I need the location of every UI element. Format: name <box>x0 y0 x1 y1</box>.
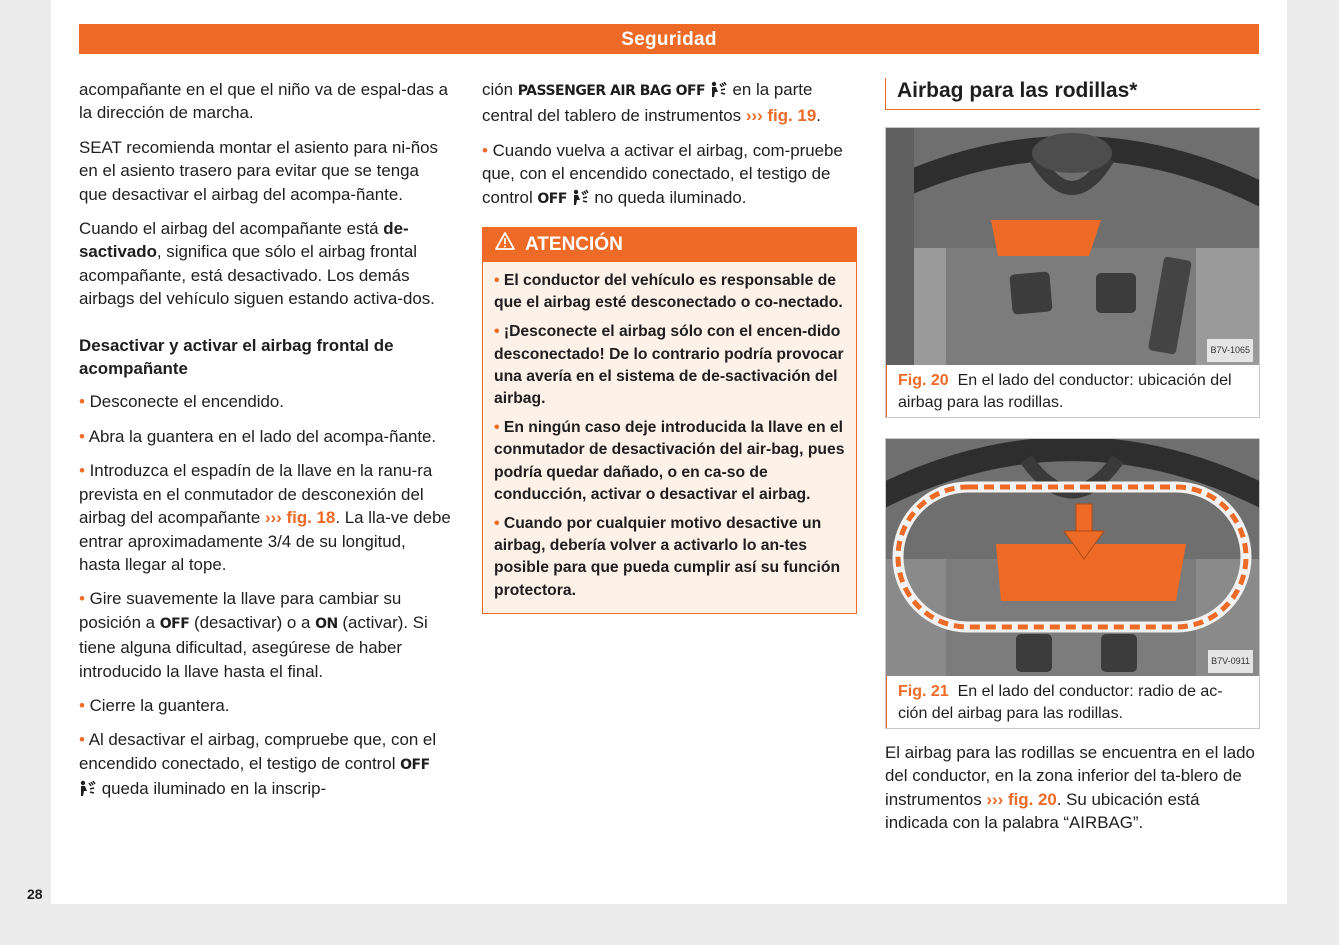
airbag-person-icon <box>710 81 728 104</box>
paragraph: SEAT recomienda montar el asiento para ni-ños en el asiento trasero para evitar que se tenga que desactivar el airbag del acompa-ñante. <box>79 137 438 204</box>
off-label: OFF <box>400 756 430 773</box>
figure-21 <box>885 438 1260 729</box>
airbag-person-icon <box>572 189 590 212</box>
off-label: OFF <box>537 190 567 207</box>
column-1 <box>79 78 451 815</box>
list-item: • Cuando vuelva a activar el airbag, com-pruebe que, con el encendido conectado, el testigo de control OFF no queda iluminado. <box>482 139 857 212</box>
figure-code: B7V-1065 <box>1207 339 1253 362</box>
warning-header <box>483 228 856 262</box>
column-2 <box>482 78 857 614</box>
list-item: • Introduzca el espadín de la llave en la ranu-ra prevista en el conmutador de desconexión del airbag del acompañante ››› fig. 18. La lla-ve debe entrar aproximadamente 3/4 de su longitud, hasta llegar al tope. <box>79 461 451 574</box>
subheading: Desactivar y activar el airbag frontal de acompañante <box>79 335 394 379</box>
figure-link[interactable]: fig. 20 <box>1007 789 1057 809</box>
list-item: • Abra la guantera en el lado del acompa-ñante. <box>79 426 437 446</box>
warning-triangle-icon <box>495 228 525 262</box>
on-label: ON <box>315 615 338 632</box>
knee-airbag-location-image <box>886 128 1259 365</box>
paragraph: acompañante en el que el niño va de espal-das a la dirección de marcha. <box>79 80 449 123</box>
page-number: 28 <box>27 886 43 902</box>
list-item: • Desconecte el encendido. <box>79 392 284 412</box>
figure-link[interactable]: fig. 19 <box>767 106 817 126</box>
warning-box <box>482 227 857 614</box>
figure-link[interactable]: fig. 18 <box>286 508 336 528</box>
warning-item: • El conductor del vehículo es responsable de que el airbag esté desconectado o co-nectado. <box>494 272 843 312</box>
list-item: • Cierre la guantera. <box>79 695 230 715</box>
paragraph: ción PASSENGER AIR BAG OFF en la parte central del tablero de instrumentos ››› fig. 19. <box>482 80 821 126</box>
figure-caption: Fig. 20 En el lado del conductor: ubicación del airbag para las rodillas. <box>886 365 1259 417</box>
airbag-person-icon <box>79 780 97 803</box>
warning-item: • ¡Desconecte el airbag sólo con el encen-dido desconectado! De lo contrario podría provocar una avería en el sistema de de-sactivación del airbag. <box>494 323 844 408</box>
passenger-airbag-off-label: PASSENGER AIR BAG OFF <box>517 83 706 99</box>
warning-item: • Cuando por cualquier motivo desactive un airbag, debería volver a activarlo lo an-tes posible para que pueda cumplir así su función protectora. <box>494 515 841 599</box>
section-header: Seguridad <box>79 24 1259 54</box>
figure-caption: Fig. 21 En el lado del conductor: radio de ac-ción del airbag para las rodillas. <box>886 676 1259 728</box>
warning-item: • En ningún caso deje introducida la llave en el conmutador de desactivación del air-bag, pues podría quedar dañado, o en ca-so de conducción, activar o desactivar el airbag. <box>494 419 845 503</box>
knee-airbag-range-image <box>886 439 1259 676</box>
warning-title: ATENCIÓN <box>525 234 623 256</box>
figure-20 <box>885 127 1260 418</box>
column-3 <box>885 78 1260 846</box>
section-heading: Airbag para las rodillas* <box>885 78 1260 110</box>
list-item: • Gire suavemente la llave para cambiar su posición a OFF (desactivar) o a ON (activar). Si tiene alguna dificultad, asegúrese de haber introducido la llave hasta el final. <box>79 589 428 681</box>
off-label: OFF <box>159 615 190 632</box>
paragraph: Cuando el airbag del acompañante está de-sactivado, significa que sólo el airbag frontal acompañante, está desactivado. Los demás airbags del vehículo siguen estando activa-dos. <box>79 219 435 309</box>
figure-code: B7V-0911 <box>1208 650 1253 673</box>
paragraph: El airbag para las rodillas se encuentra en el lado del conductor, en la zona inferior del ta-blero de instrumentos ››› fig. 20. Su ubicación está indicada con la palabra “AIRBAG”. <box>885 743 1255 833</box>
list-item: • Al desactivar el airbag, compruebe que, con el encendido conectado, el testigo de control OFF queda iluminado en la inscrip- <box>79 728 451 803</box>
